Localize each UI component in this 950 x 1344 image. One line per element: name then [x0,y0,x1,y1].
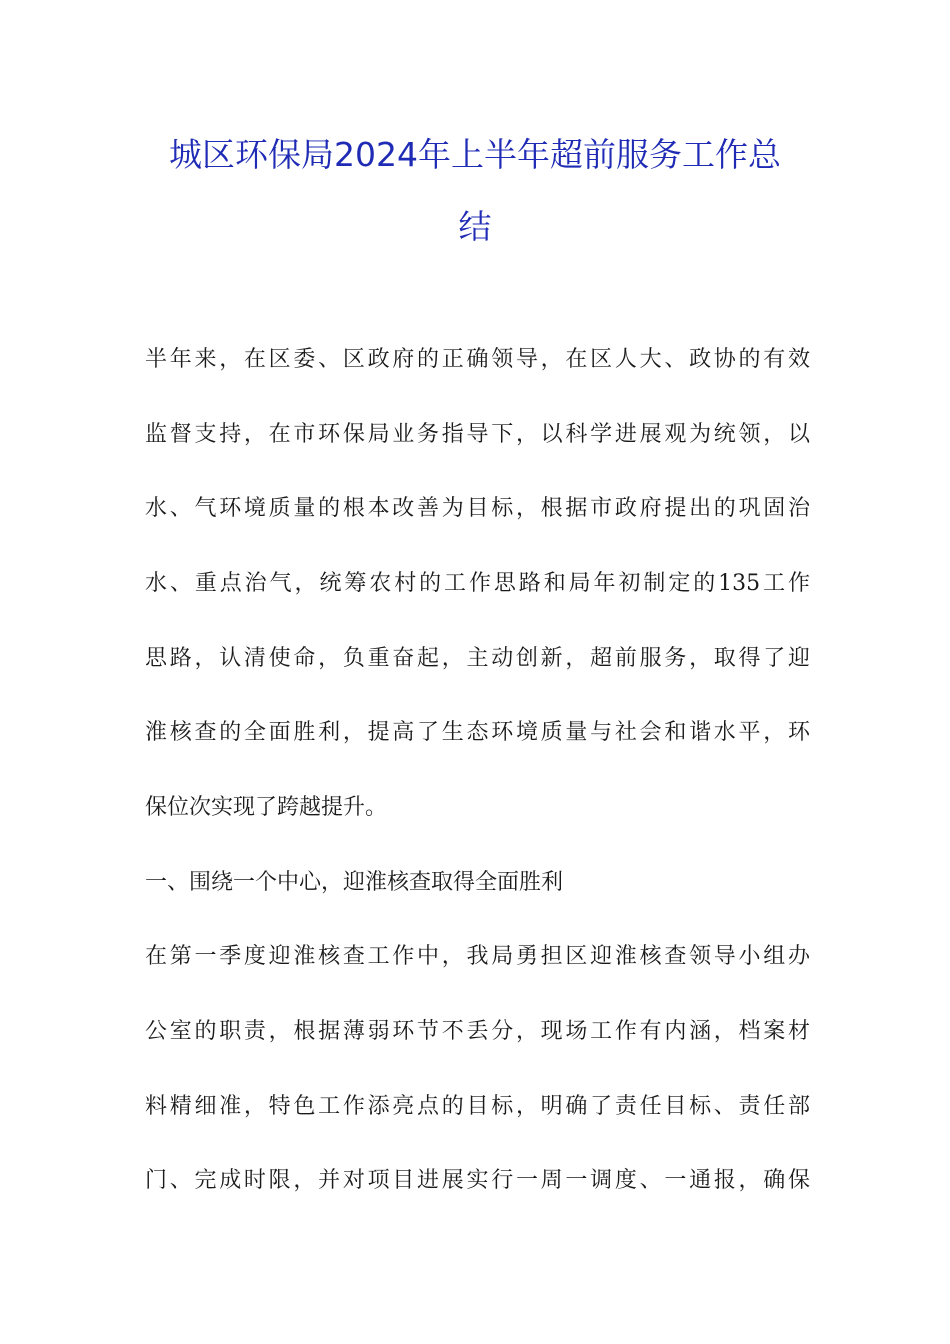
document-title-line-2: 结 [458,207,492,246]
paragraph-line: 半年来，在区委、区政府的正确领导，在区人大、政协的有效 [145,347,810,372]
document-title-line-1: 城区环保局2024年上半年超前服务工作总 [169,135,781,174]
paragraph-line: 监督支持，在市环保局业务指导下，以科学进展观为统领，以 [145,422,810,447]
paragraph-line: 在第一季度迎淮核查工作中，我局勇担区迎淮核查领导小组办 [145,944,810,969]
paragraph-line: 淮核查的全面胜利，提高了生态环境质量与社会和谐水平，环 [145,720,810,745]
paragraph-line: 料精细准，特色工作添亮点的目标，明确了责任目标、责任部 [145,1094,810,1119]
section-heading: 一、围绕一个中心，迎淮核查取得全面胜利 [145,870,564,895]
paragraph-line: 水、气环境质量的根本改善为目标，根据市政府提出的巩固治 [145,496,810,521]
paragraph-line: 思路，认清使命，负重奋起，主动创新，超前服务，取得了迎 [145,646,810,671]
paragraph-line: 门、完成时限，并对项目进展实行一周一调度、一通报，确保 [145,1168,810,1193]
paragraph-line: 保位次实现了跨越提升。 [145,795,388,820]
paragraph-line: 水、重点治气，统筹农村的工作思路和局年初制定的135工作 [145,571,810,596]
paragraph-line: 公室的职责，根据薄弱环节不丢分，现场工作有内涵，档案材 [145,1019,810,1044]
